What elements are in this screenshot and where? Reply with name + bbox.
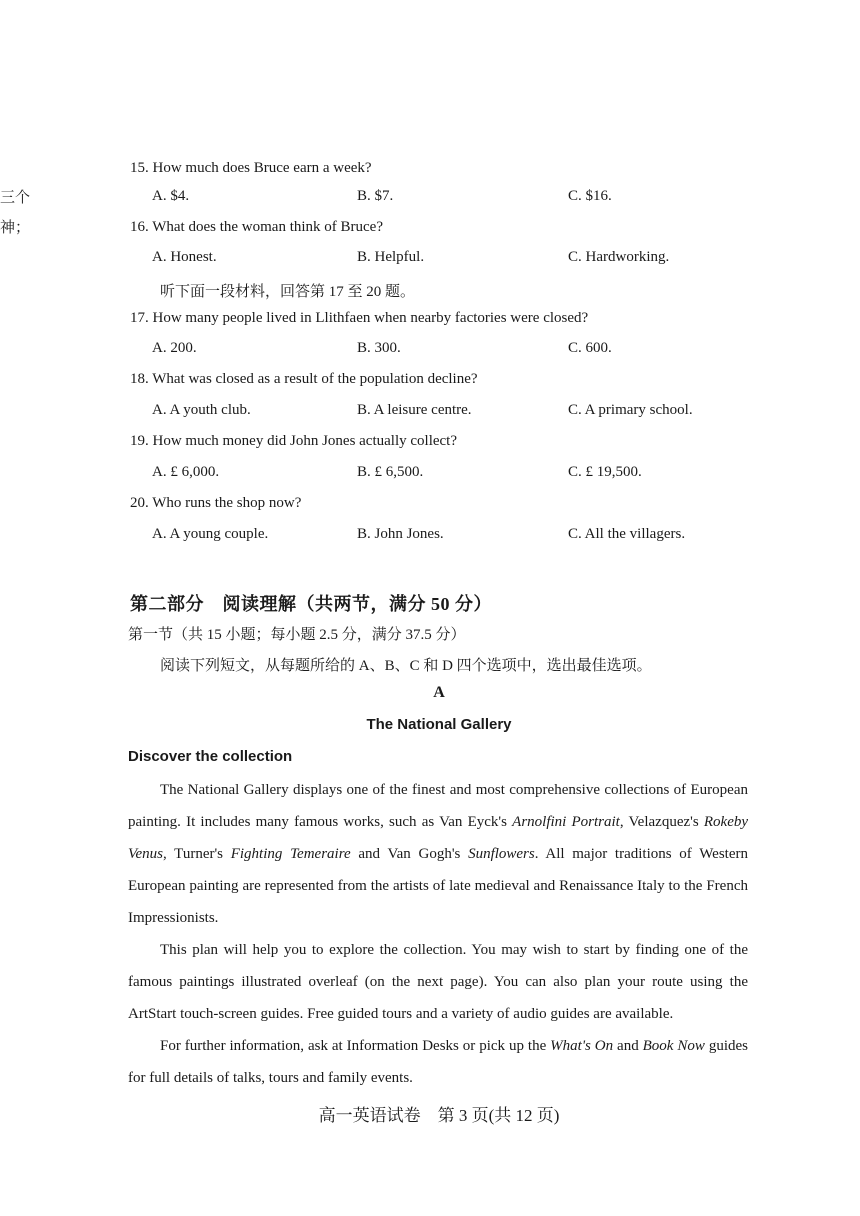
guide-title: What's On <box>550 1038 614 1054</box>
option-b: B. £ 6,500. <box>357 464 424 480</box>
option-b: B. Helpful. <box>357 249 425 265</box>
question-stem: 17. How many people lived in Llithfaen when nearby factories were closed? <box>130 310 589 326</box>
option-b: B. A leisure centre. <box>357 402 472 418</box>
text-run: guides for full details of talks, tours and family events. <box>128 1038 748 1086</box>
artwork-title: Rokeby Venus <box>128 814 749 862</box>
option-a: A. 200. <box>152 340 197 356</box>
option-a: A. £ 6,000. <box>152 464 220 480</box>
text-run: and <box>613 1038 643 1054</box>
text-run: and Van Gogh's <box>350 846 469 862</box>
passage-heading: Discover the collection <box>128 748 293 765</box>
option-b: B. John Jones. <box>357 526 444 542</box>
reading-instruction: 阅读下列短文，从每题所给的 A、B、C 和 D 四个选项中，选出最佳选项。 <box>160 658 652 674</box>
option-c: C. 600. <box>568 340 612 356</box>
option-a: A. Honest. <box>152 249 217 265</box>
paragraph-3 <box>128 1030 748 1094</box>
option-c: C. A primary school. <box>568 402 693 418</box>
option-b: B. $7. <box>357 188 394 204</box>
option-c: C. £ 19,500. <box>568 464 642 480</box>
option-a: A. A young couple. <box>152 526 269 542</box>
passage-title: The National Gallery <box>366 716 512 733</box>
margin-fragment: 三个 <box>0 190 31 206</box>
paragraph-2: This plan will help you to explore the collection. You may wish to start by finding one of the famous paintings illustrated overleaf (on the next page). You can also plan your route using the ArtStart touch-screen guides. Free guided tours and a variety of audio guides are available. <box>128 942 748 1022</box>
margin-fragment: 神； <box>0 220 31 236</box>
text-run: , Velazquez's <box>619 814 704 830</box>
question-stem: 19. How much money did John Jones actually collect? <box>130 433 458 449</box>
part-two-title: 第二部分 阅读理解（共两节，满分 50 分） <box>130 594 492 614</box>
option-c: C. $16. <box>568 188 612 204</box>
passage-body <box>128 774 748 1094</box>
option-c: C. Hardworking. <box>568 249 670 265</box>
listening-instruction: 听下面一段材料，回答第 17 至 20 题。 <box>160 284 416 300</box>
question-stem: 18. What was closed as a result of the population decline? <box>130 371 478 387</box>
artwork-title: Arnolfini Portrait <box>512 814 620 830</box>
section-one-title: 第一节（共 15 小题；每小题 2.5 分，满分 37.5 分） <box>128 627 466 643</box>
text-run: The National Gallery displays one of the finest and most comprehensive collections of European painting. It includes many famous works, such as Van Eyck's <box>128 782 748 830</box>
passage-letter: A <box>433 684 445 701</box>
question-stem: 20. Who runs the shop now? <box>130 495 302 511</box>
option-a: A. A youth club. <box>152 402 251 418</box>
page-footer: 高一英语试卷 第 3 页(共 12 页) <box>318 1106 560 1125</box>
question-stem: 16. What does the woman think of Bruce? <box>130 219 383 235</box>
artwork-title: Sunflowers <box>468 846 535 862</box>
text-run: For further information, ask at Information Desks or pick up the <box>160 1038 551 1054</box>
text-run: . All major traditions of Western European painting are represented from the artists of late medieval and Renaissance Italy to the French Impressionists. <box>128 846 748 926</box>
question-stem: 15. How much does Bruce earn a week? <box>130 160 372 176</box>
paragraph-1 <box>128 774 748 934</box>
option-c: C. All the villagers. <box>568 526 686 542</box>
artwork-title: Fighting Temeraire <box>230 846 351 862</box>
guide-title: Book Now <box>642 1038 705 1054</box>
text-run: , Turner's <box>163 846 231 862</box>
option-b: B. 300. <box>357 340 401 356</box>
option-a: A. $4. <box>152 188 190 204</box>
